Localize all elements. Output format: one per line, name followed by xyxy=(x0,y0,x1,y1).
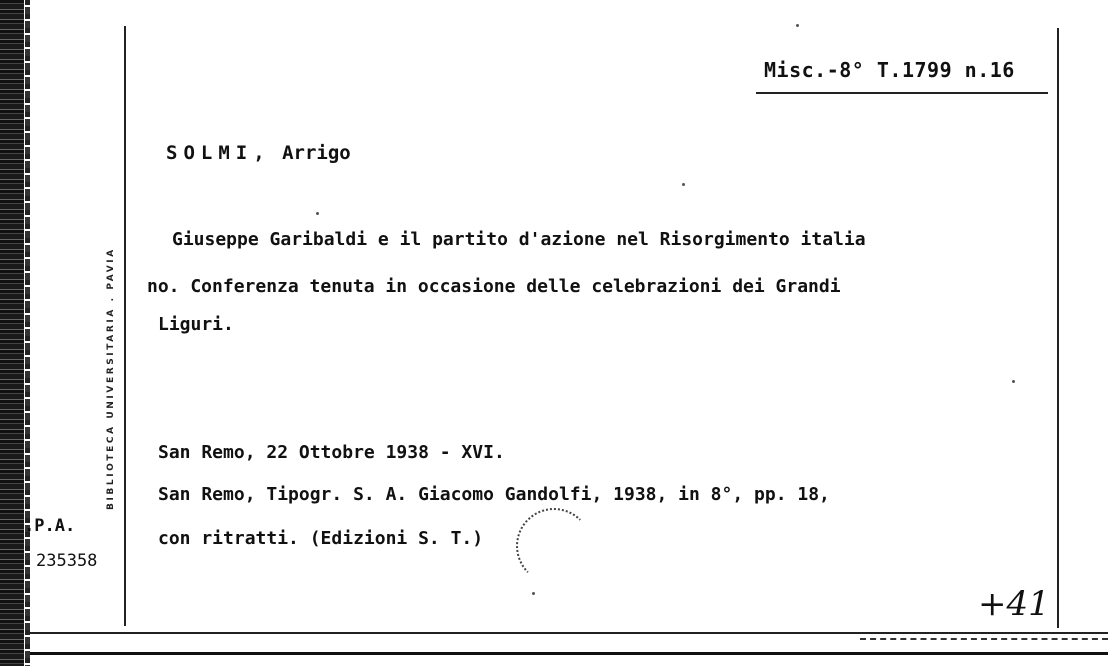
author-heading xyxy=(166,142,351,164)
dust-speck xyxy=(682,183,685,186)
shelfmark-underline xyxy=(756,92,1048,94)
author-surname: SOLMI, xyxy=(166,142,271,164)
bottom-thick-rule xyxy=(30,652,1108,655)
title-line-2: no. Conferenza tenuta in occasione delle celebrazioni dei Grandi xyxy=(147,276,841,297)
dust-speck xyxy=(1012,380,1015,383)
imprint-line-2: con ritratti. (Edizioni S. T.) xyxy=(158,528,484,549)
torn-left-edge xyxy=(0,0,24,666)
library-stamp-vertical: BIBLIOTECA UNIVERSITARIA . PAVIA xyxy=(106,247,116,510)
title-line-3: Liguri. xyxy=(158,314,234,335)
dust-speck xyxy=(316,212,319,215)
bottom-dashed-rule xyxy=(860,638,1108,640)
torn-left-edge-inner xyxy=(25,0,30,666)
dust-speck xyxy=(796,24,799,27)
imprint-line: San Remo, Tipogr. S. A. Giacomo Gandolfi, 1938, in 8°, pp. 18, xyxy=(158,484,830,505)
handwritten-inventory-mark: +41 xyxy=(978,584,1050,624)
stamp-abbreviation: .P.A. xyxy=(24,516,76,536)
date-line: San Remo, 22 Ottobre 1938 - XVI. xyxy=(158,442,505,463)
author-first-name: Arrigo xyxy=(282,142,351,164)
right-margin-rule xyxy=(1057,28,1059,628)
faint-circular-stamp xyxy=(516,508,592,584)
dust-speck xyxy=(532,592,535,595)
left-margin-rule xyxy=(124,26,126,626)
shelfmark: Misc.-8° T.1799 n.16 xyxy=(764,58,1015,82)
title-line-1: Giuseppe Garibaldi e il partito d'azione nel Risorgimento italia xyxy=(172,229,866,250)
bottom-rule xyxy=(30,632,1108,634)
stamp-number: 235358 xyxy=(36,551,98,571)
